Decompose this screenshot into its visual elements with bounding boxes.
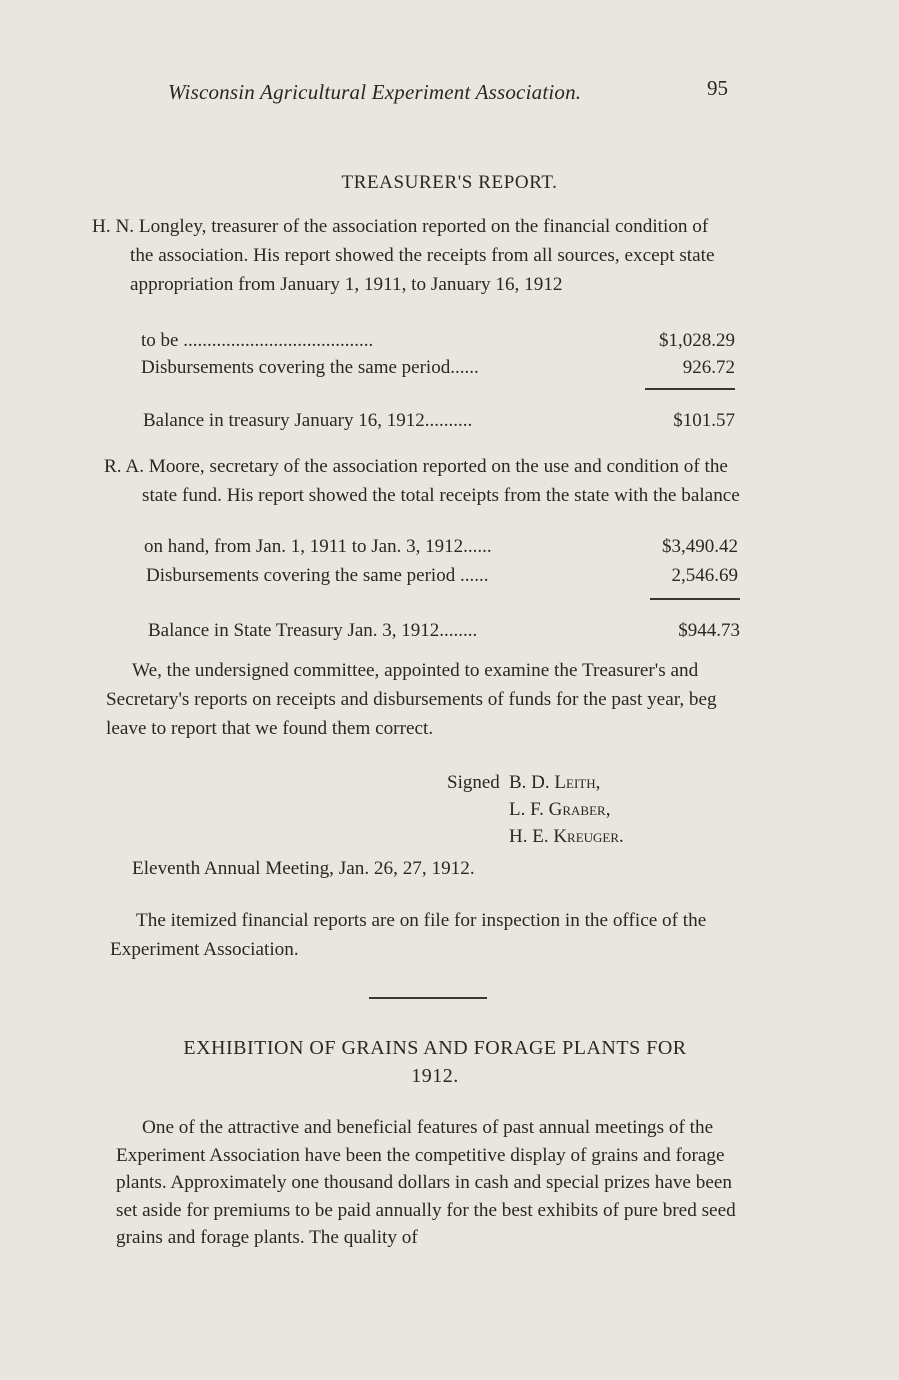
running-head <box>168 76 728 108</box>
treasurer-balance-label: Balance in treasury January 16, 1912.......... <box>143 410 473 431</box>
treasurer-disbursements-amount: 926.72 <box>682 357 735 378</box>
section-divider <box>369 997 487 999</box>
treasurer-paragraph <box>92 212 732 299</box>
secretary-receipts-row <box>144 536 738 562</box>
secretary-balance-label: Balance in State Treasury Jan. 3, 1912........ <box>148 620 478 641</box>
itemized-paragraph <box>110 906 748 964</box>
treasurer-disbursements-label: Disbursements covering the same period...... <box>141 357 479 378</box>
secretary-intro: R. A. Moore, secretary of the association reported on the use and condition of the state fund. His report showed the total receipts from the state with the balance <box>104 456 740 506</box>
page-number: 95 <box>707 76 728 100</box>
treasurer-balance-amount: $101.57 <box>673 410 735 431</box>
exhibition-heading-line-2: 1912. <box>411 1065 459 1087</box>
meeting-text: Eleventh Annual Meeting, Jan. 26, 27, 1912. <box>132 858 475 879</box>
secretary-receipts-amount: $3,490.42 <box>662 536 738 557</box>
treasurer-receipts-row <box>141 330 735 356</box>
exhibition-text: One of the attractive and beneficial features of past annual meetings of the Experiment Association have been the competitive display of grains and forage plants. Approximately one thousand dollars in cash and special prizes have been set aside for premiums to be paid annually for the best exhibits of pure bred seed grains and forage plants. The quality of <box>116 1117 736 1248</box>
signer-2: L. F. Graber, <box>509 799 611 820</box>
secretary-sum-rule <box>650 598 740 600</box>
treasurer-receipts-amount: $1,028.29 <box>659 330 735 351</box>
running-title: Wisconsin Agricultural Experiment Association. <box>168 80 582 104</box>
itemized-text: The itemized financial reports are on file for inspection in the office of the Experiment Association. <box>110 910 707 960</box>
secretary-balance-row <box>148 620 740 646</box>
meeting-line <box>132 854 732 883</box>
treasurer-disbursements-row <box>141 357 735 383</box>
secretary-receipts-label: on hand, from Jan. 1, 1911 to Jan. 3, 1912...... <box>144 536 492 557</box>
secretary-disbursements-label: Disbursements covering the same period ...... <box>146 565 489 586</box>
treasurer-heading: TREASURER'S REPORT. <box>341 172 558 193</box>
exhibition-heading-line-1: EXHIBITION OF GRAINS AND FORAGE PLANTS FOR <box>183 1037 687 1059</box>
signer-1: B. D. Leith, <box>509 772 601 793</box>
exhibition-paragraph <box>116 1114 754 1252</box>
secretary-disbursements-row <box>146 565 738 591</box>
treasurer-intro: H. N. Longley, treasurer of the association reported on the financial condition of the association. His report showed the receipts from all sources, except state appropriation from January 1, 1911, to January 16, 1912 <box>92 216 715 295</box>
signer-3: H. E. Kreuger. <box>509 826 624 847</box>
secretary-paragraph <box>104 452 740 510</box>
committee-paragraph <box>106 656 742 743</box>
signed-label: Signed <box>447 772 500 793</box>
committee-text: We, the undersigned committee, appointed to examine the Treasurer's and Secretary's reports on receipts and disbursements of funds for the past year, beg leave to report that we found them correct. <box>106 660 717 739</box>
treasurer-receipts-label: to be ........................................ <box>141 330 374 351</box>
treasurer-sum-rule <box>645 388 735 390</box>
secretary-disbursements-amount: 2,546.69 <box>671 565 738 586</box>
secretary-balance-amount: $944.73 <box>678 620 740 641</box>
treasurer-balance-row <box>143 410 735 436</box>
